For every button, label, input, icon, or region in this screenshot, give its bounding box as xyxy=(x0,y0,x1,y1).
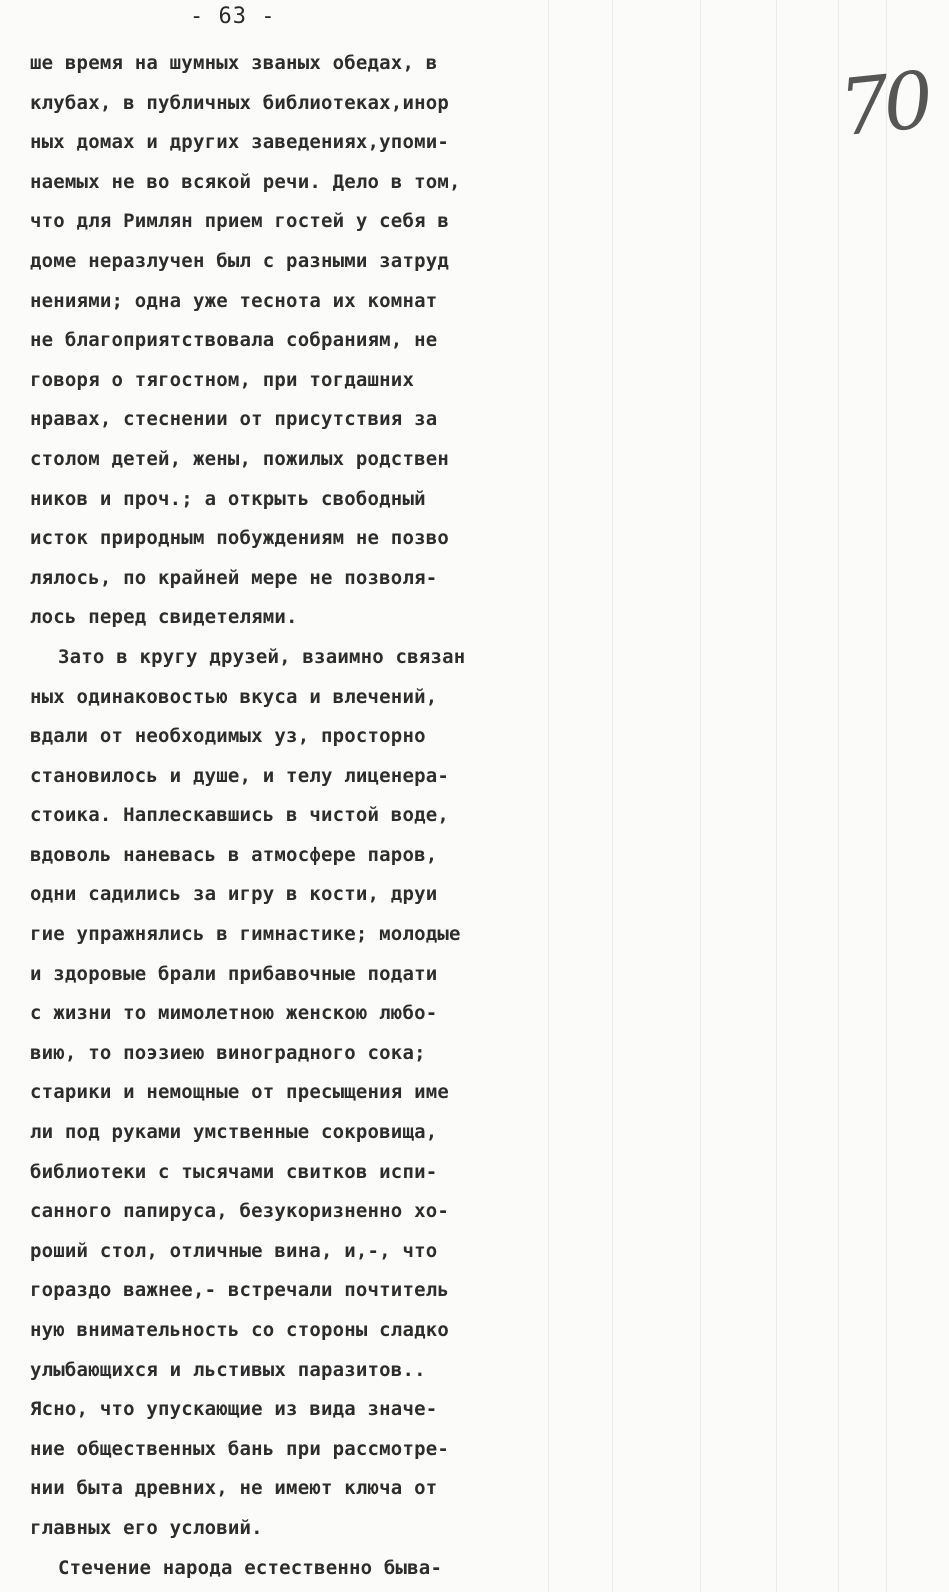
text-line: вию, то поэзиею виноградного сока; xyxy=(30,1041,426,1064)
text-line: становилось и душе, и телу лиценера- xyxy=(30,764,450,787)
text-line: нравах, стеснении от присутствия за xyxy=(30,408,438,431)
scan-streak xyxy=(700,0,701,1592)
scan-streak xyxy=(886,0,887,1592)
text-line: говоря о тягостном, при тогдашних xyxy=(30,368,415,391)
text-line: нениями; одна уже теснота их комнат xyxy=(30,289,438,312)
text-line: ных одинаковостью вкуса и влечений, xyxy=(30,685,438,708)
text-line: гораздо важнее,- встречали почтитель xyxy=(30,1279,450,1302)
text-line: вдали от необходимых уз, просторно xyxy=(30,725,426,748)
scan-streak xyxy=(612,0,613,1592)
body-text xyxy=(30,44,530,1588)
text-line: библиотеки с тысячами свитков испи- xyxy=(30,1160,438,1183)
text-line: столом детей, жены, пожилых родствен xyxy=(30,447,450,470)
text-line: Зато в кругу друзей, взаимно связан xyxy=(58,645,466,668)
text-line: гие упражнялись в гимнастике; молодые xyxy=(30,923,461,946)
text-line: Ясно, что упускающие из вида значе- xyxy=(30,1398,438,1421)
text-line: ных домах и других заведениях,упоми- xyxy=(30,131,450,154)
text-line: доме неразлучен был с разными затруд xyxy=(30,249,450,272)
text-line: не благоприятствовала собраниям, не xyxy=(30,329,438,352)
text-line: стоика. Наплескавшись в чистой воде, xyxy=(30,804,450,827)
scan-streak xyxy=(776,0,777,1592)
text-line: ние общественных бань при рассмотре- xyxy=(30,1437,450,1460)
text-line: старики и немощные от пресыщения име xyxy=(30,1081,450,1104)
text-line: что для Римлян прием гостей у себя в xyxy=(30,210,450,233)
text-line: клубах, в публичных библиотеках,инор xyxy=(30,91,450,114)
text-line: нии быта древних, не имеют ключа от xyxy=(30,1477,438,1500)
text-line: улыбающихся и льстивых паразитов.. xyxy=(30,1358,426,1381)
archive-page-number: 70 xyxy=(835,55,932,155)
text-line: с жизни то мимолетною женскою любо- xyxy=(30,1002,438,1025)
text-line: роший стол, отличные вина, и,-, что xyxy=(30,1239,438,1262)
scan-streak xyxy=(838,0,839,1592)
text-line: ников и проч.; а открыть свободный xyxy=(30,487,426,510)
scan-streak xyxy=(548,0,549,1592)
text-line: одни садились за игру в кости, друи xyxy=(30,883,438,906)
text-line: наемых не во всякой речи. Дело в том, xyxy=(30,170,461,193)
text-line: вдоволь наневась в атмосфере паров, xyxy=(30,843,438,866)
text-line: ную внимательность со стороны сладко xyxy=(30,1319,450,1341)
text-line: Стечение народа естественно быва- xyxy=(58,1556,443,1579)
page-number: - 63 - xyxy=(190,4,276,29)
text-line: исток природным побуждениям не позво xyxy=(30,527,450,550)
text-line: ли под руками умственные сокровища, xyxy=(30,1121,438,1144)
text-line: ше время на шумных званых обедах, в xyxy=(30,52,438,74)
text-line: главных его условий. xyxy=(30,1516,263,1539)
text-line: лось перед свидетелями. xyxy=(30,606,298,629)
text-line: и здоровые брали прибавочные подати xyxy=(30,962,438,985)
text-line: санного папируса, безукоризненно хо- xyxy=(30,1200,450,1223)
text-line: лялось, по крайней мере не позволя- xyxy=(30,566,438,589)
